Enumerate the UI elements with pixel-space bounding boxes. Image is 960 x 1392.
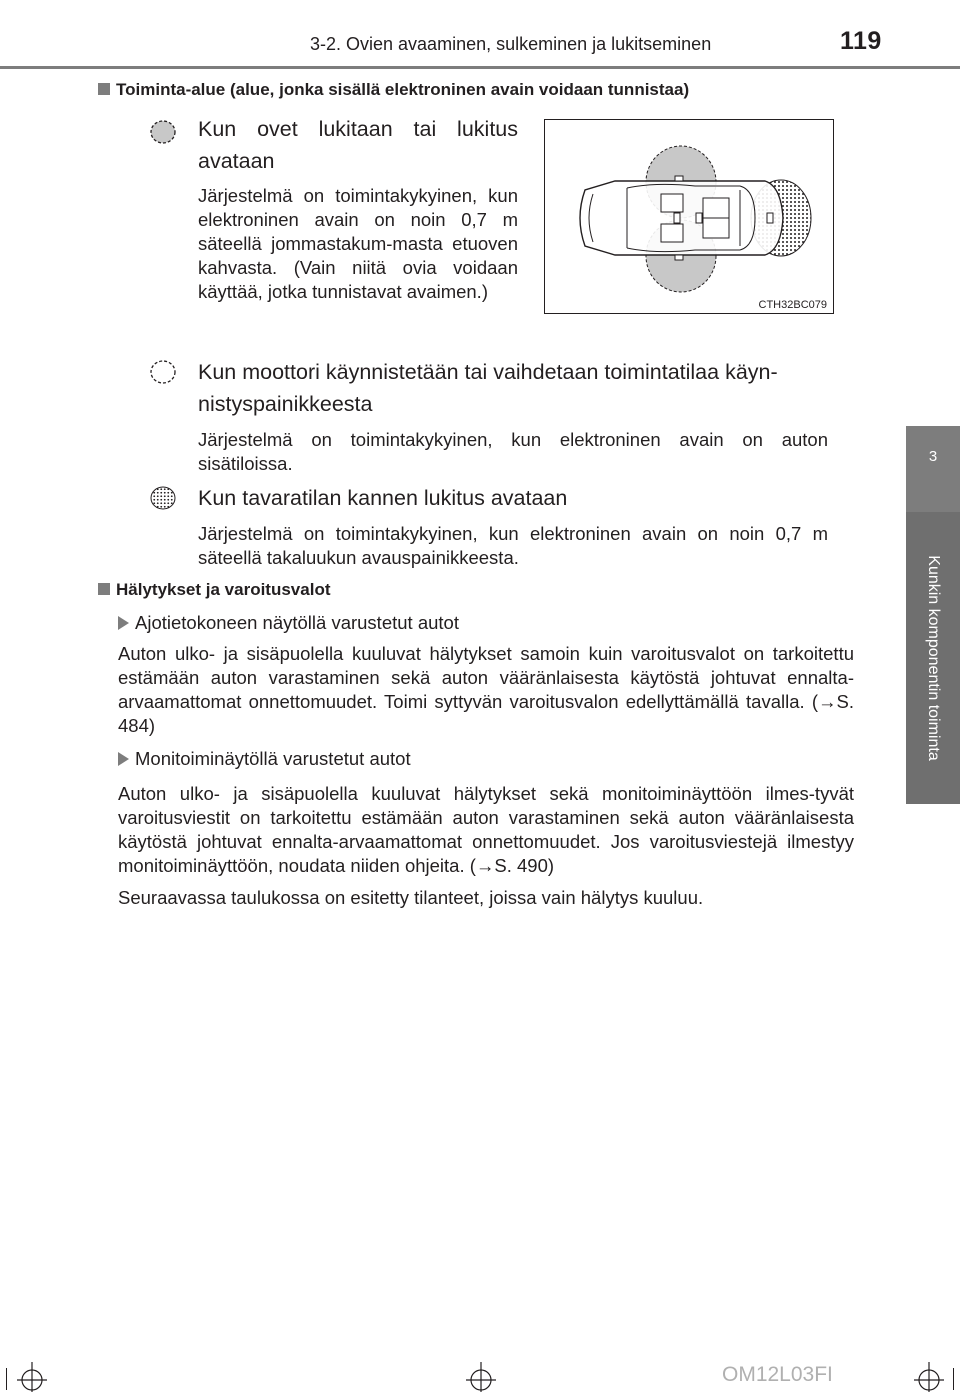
- bullet-trip-computer: [118, 611, 459, 635]
- triangle-bullet-icon: [118, 752, 129, 766]
- zone-desc-start: Järjestelmä on toimintakykyinen, kun elektroninen avain on auton sisätiloissa.: [198, 429, 828, 474]
- registration-mark-icon: [914, 1362, 944, 1392]
- paragraph-multi-display: Auton ulko- ja sisäpuolella kuuluvat hälytykset sekä monitoiminäyttöön ilmes-tyvät varoitusviestit on tarkoitettu estämään auton varastaminen sekä auton vääränlaisesta käytöstä johtuvat ennalta-arvaamattomat onnettomuudet. Jos varoitusviestejä ilmestyy monitoiminäyttöön, noudata niiden ohjeita. (→S. 490): [118, 783, 854, 876]
- section-heading-alarms: [98, 580, 330, 600]
- dashed-oval-icon: [149, 118, 177, 146]
- dashed-oval-white-icon: [149, 358, 177, 386]
- triangle-bullet-icon: [118, 616, 129, 630]
- zone-desc-trunk: Järjestelmä on toimintakykyinen, kun elektroninen avain on noin 0,7 m säteellä takaluukun avauspainikkeesta.: [198, 523, 828, 568]
- zone-title-trunk: Kun tavaratilan kannen lukitus avataan: [198, 486, 568, 510]
- bullet-text: Monitoiminäytöllä varustetut autot: [135, 748, 411, 769]
- crop-mark: [953, 1368, 954, 1390]
- square-bullet-icon: [98, 583, 110, 595]
- section-heading-text: Hälytykset ja varoitusvalot: [116, 580, 331, 599]
- square-bullet-icon: [98, 83, 110, 95]
- bullet-multi-display: [118, 747, 411, 771]
- registration-mark-icon: [17, 1362, 47, 1392]
- header-rule: [0, 66, 960, 69]
- zone-title-start: Kun moottori käynnistetään tai vaihdetaan toimintatilaa käyn-nistyspainikkeesta: [198, 360, 778, 416]
- registration-mark-icon: [466, 1362, 496, 1392]
- crop-mark: [6, 1368, 7, 1390]
- section-heading-text: Toiminta-alue (alue, jonka sisällä elektroninen avain voidaan tunnistaa): [116, 80, 690, 99]
- paragraph-trip-computer: Auton ulko- ja sisäpuolella kuuluvat hälytykset samoin kuin varoitusvalot on tarkoitettu estämään auton varastaminen sekä auton vääränlaisesta käytöstä johtuvat ennalta-arvaamattomat onnettomuudet. Toimi syttyvän varoitusvalon edellyttämällä tavalla. (→S. 484): [118, 643, 854, 736]
- chapter-label: Kunkin komponentin toiminta: [925, 555, 942, 761]
- figure-code: CTH32BC079: [758, 299, 827, 311]
- page-number: 119: [840, 27, 882, 55]
- bullet-text: Ajotietokoneen näytöllä varustetut autot: [135, 612, 459, 633]
- zone-desc-lock: Järjestelmä on toimintakykyinen, kun elektroninen avain on noin 0,7 m säteellä jommastakum-masta etuoven kahvasta. (Vain niitä ovia voidaan käyttää, jotka tunnistavat avaimen.): [198, 185, 518, 302]
- footer-watermark: OM12L03FI: [722, 1363, 833, 1386]
- car-detection-range-figure: [544, 119, 834, 314]
- dotted-oval-icon: [149, 484, 177, 512]
- chapter-tab: [906, 426, 960, 512]
- running-header: 3-2. Ovien avaaminen, sulkeminen ja lukitseminen: [310, 34, 712, 54]
- car-top-view-illustration: [545, 120, 832, 312]
- section-heading-range: [98, 80, 689, 100]
- paragraph-table-intro: Seuraavassa taulukossa on esitetty tilanteet, joissa vain hälytys kuuluu.: [118, 887, 704, 908]
- zone-title-lock: Kun ovet lukitaan tai lukitus avataan: [198, 117, 518, 173]
- chapter-number: 3: [928, 448, 938, 465]
